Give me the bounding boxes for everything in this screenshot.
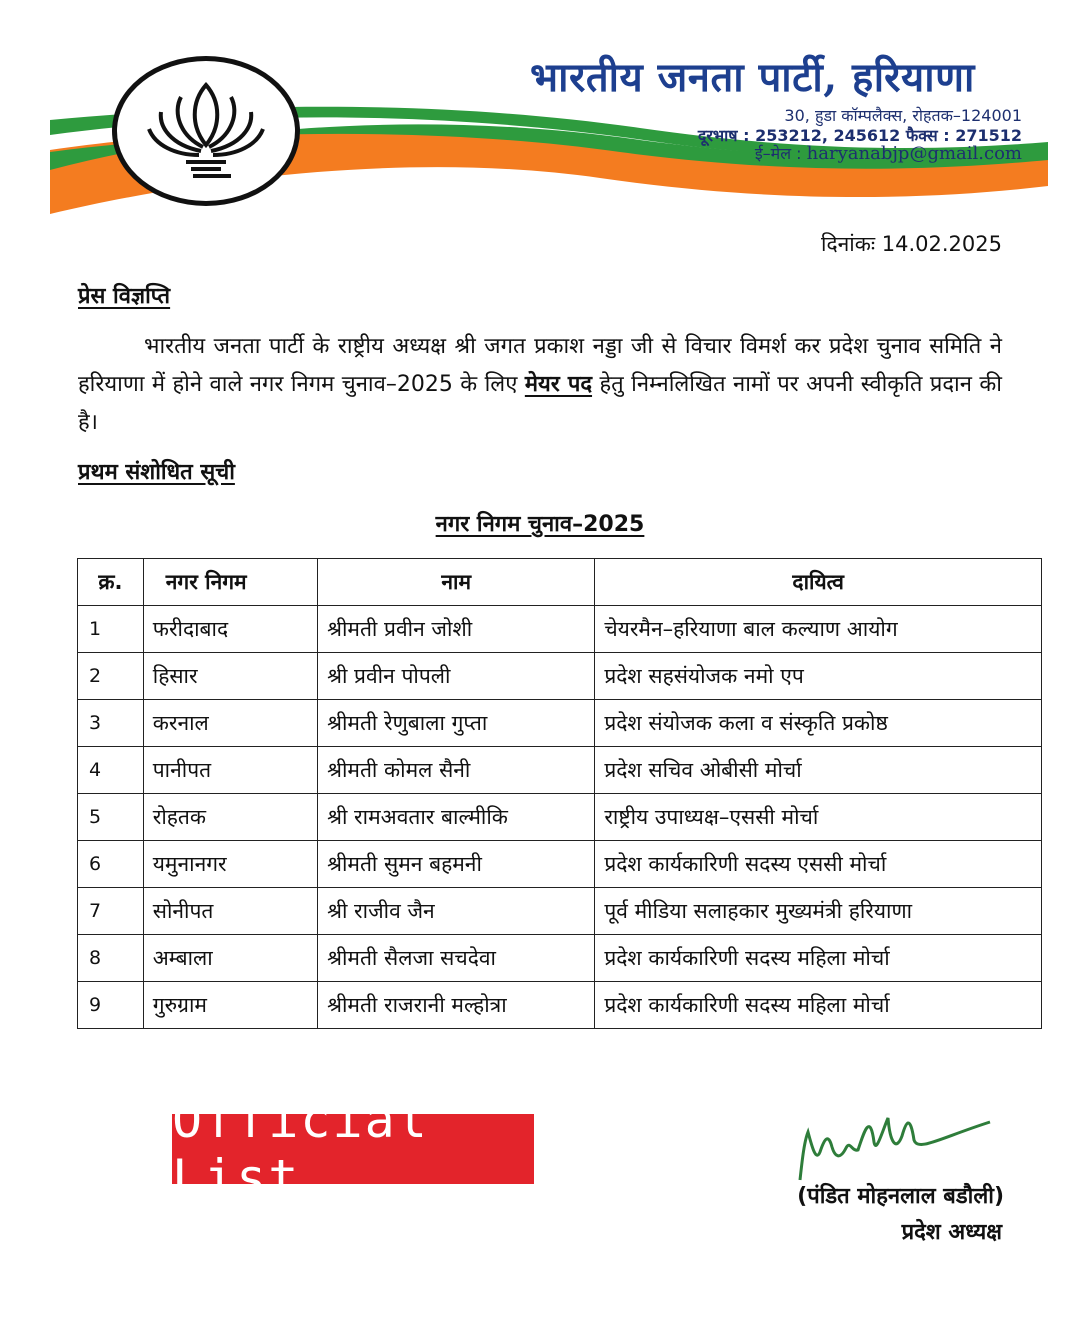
cell-responsibility: प्रदेश संयोजक कला व संस्कृति प्रकोष्ठ xyxy=(595,700,1042,747)
official-list-stamp: Official List xyxy=(172,1114,534,1184)
address-line: 30, हुडा कॉम्पलैक्स, रोहतक–124001 xyxy=(784,106,1022,125)
cell-corporation: फरीदाबाद xyxy=(143,606,317,653)
cell-name: श्री राजीव जैन xyxy=(318,888,595,935)
header-corporation: नगर निगम xyxy=(143,559,317,606)
cell-corporation: हिसार xyxy=(143,653,317,700)
cell-responsibility: प्रदेश कार्यकारिणी सदस्य महिला मोर्चा xyxy=(595,935,1042,982)
email-label: ई–मेल : xyxy=(754,144,802,163)
cell-responsibility: चेयरमैन–हरियाणा बाल कल्याण आयोग xyxy=(595,606,1042,653)
letter-date: दिनांकः 14.02.2025 xyxy=(821,232,1002,256)
cell-responsibility: प्रदेश कार्यकारिणी सदस्य महिला मोर्चा xyxy=(595,982,1042,1029)
letterhead xyxy=(0,0,1080,230)
cell-corporation: अम्बाला xyxy=(143,935,317,982)
cell-name: श्री रामअवतार बाल्मीकि xyxy=(318,794,595,841)
list-heading: प्रथम संशोधित सूची xyxy=(78,460,235,485)
email-line xyxy=(755,142,1022,164)
cell-corporation: गुरुग्राम xyxy=(143,982,317,1029)
cell-responsibility: प्रदेश सचिव ओबीसी मोर्चा xyxy=(595,747,1042,794)
cell-corporation: करनाल xyxy=(143,700,317,747)
table-row xyxy=(78,794,1042,841)
body-highlight: मेयर पद xyxy=(524,372,593,397)
cell-responsibility: प्रदेश कार्यकारिणी सदस्य एससी मोर्चा xyxy=(595,841,1042,888)
cell-name: श्री प्रवीन पोपली xyxy=(318,653,595,700)
cell-responsibility: प्रदेश सहसंयोजक नमो एप xyxy=(595,653,1042,700)
candidates-table xyxy=(77,558,1042,1029)
cell-responsibility: राष्ट्रीय उपाध्यक्ष–एससी मोर्चा xyxy=(595,794,1042,841)
table-row xyxy=(78,700,1042,747)
cell-name: श्रीमती राजरानी मल्होत्रा xyxy=(318,982,595,1029)
email-address: haryanabjp@gmail.com xyxy=(806,143,1022,164)
cell-name: श्रीमती सैलजा सचदेवा xyxy=(318,935,595,982)
cell-corporation: रोहतक xyxy=(143,794,317,841)
press-release-heading: प्रेस विज्ञप्ति xyxy=(78,284,171,309)
cell-serial: 7 xyxy=(78,888,144,935)
cell-serial: 8 xyxy=(78,935,144,982)
cell-serial: 3 xyxy=(78,700,144,747)
table-row xyxy=(78,935,1042,982)
table-row xyxy=(78,982,1042,1029)
cell-serial: 4 xyxy=(78,747,144,794)
header-responsibility: दायित्व xyxy=(595,559,1042,606)
table-row xyxy=(78,841,1042,888)
party-name: भारतीय जनता पार्टी, हरियाणा xyxy=(530,54,975,101)
table-row xyxy=(78,653,1042,700)
phone-fax-line: दूरभाष : 253212, 245612 फैक्स : 271512 xyxy=(697,126,1022,145)
cell-serial: 5 xyxy=(78,794,144,841)
signer-name: (पंडित मोहनलाल बडौली) xyxy=(797,1184,1004,1209)
cell-serial: 9 xyxy=(78,982,144,1029)
table-row xyxy=(78,888,1042,935)
table-header-row xyxy=(78,559,1042,606)
body-text-before: भारतीय जनता पार्टी के राष्ट्रीय अध्यक्ष श्री जगत प्रकाश नड्डा जी से विचार विमर्श कर प्रदेश चुनाव समिति ने हरियाणा में होने वाले नगर निगम चुनाव–2025 के लिए xyxy=(78,334,1002,397)
body-paragraph xyxy=(78,328,1002,442)
cell-serial: 6 xyxy=(78,841,144,888)
cell-corporation: पानीपत xyxy=(143,747,317,794)
cell-corporation: यमुनानगर xyxy=(143,841,317,888)
lotus-icon xyxy=(131,67,281,192)
header-name: नाम xyxy=(318,559,595,606)
cell-name: श्रीमती कोमल सैनी xyxy=(318,747,595,794)
party-logo xyxy=(112,56,300,206)
signature-scribble xyxy=(790,1092,1010,1192)
signer-title: प्रदेश अध्यक्ष xyxy=(901,1220,1002,1245)
table-row xyxy=(78,606,1042,653)
cell-responsibility: पूर्व मीडिया सलाहकार मुख्यमंत्री हरियाणा xyxy=(595,888,1042,935)
cell-name: श्रीमती सुमन बहमनी xyxy=(318,841,595,888)
body-text-after: हेतु निम्नलिखित नामों पर अपनी स्वीकृति प्रदान की है। xyxy=(78,372,1002,435)
cell-serial: 1 xyxy=(78,606,144,653)
cell-corporation: सोनीपत xyxy=(143,888,317,935)
cell-name: श्रीमती प्रवीन जोशी xyxy=(318,606,595,653)
table-row xyxy=(78,747,1042,794)
table-title: नगर निगम चुनाव–2025 xyxy=(435,512,645,537)
cell-serial: 2 xyxy=(78,653,144,700)
cell-name: श्रीमती रेणुबाला गुप्ता xyxy=(318,700,595,747)
header-serial: क्र. xyxy=(78,559,144,606)
